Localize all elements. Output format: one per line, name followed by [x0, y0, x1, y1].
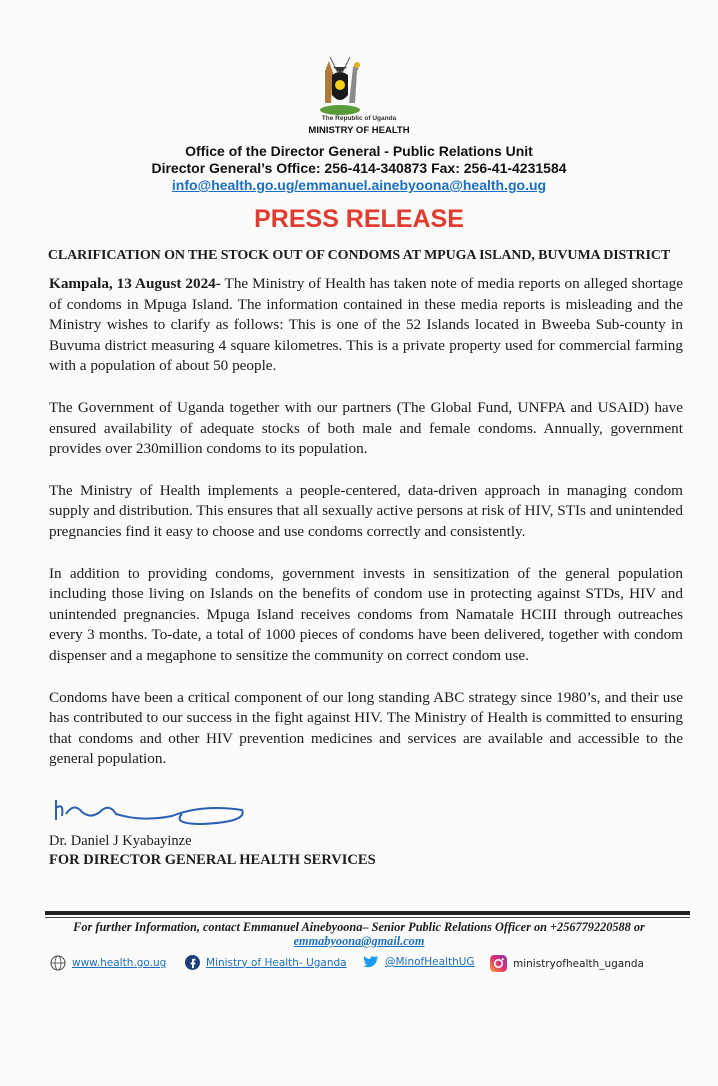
press-body [49, 274, 683, 791]
website-link[interactable]: www.health.go.ug [50, 955, 166, 971]
office-header [0, 143, 718, 194]
ministry-label: MINISTRY OF HEALTH [308, 125, 410, 136]
instagram-icon [490, 955, 507, 972]
paragraph-4: In addition to providing condoms, government invests in sensitization of the general population including those living on Islands on the benefits of condom use in protecting against STDs, HIV and unintended pregnancies. Mpuga Island receives condoms from Namatale HCIII through outreaches every 3 months. To-date, a total of 1000 pieces of condoms have been delivered, together with condom dispenser and a megaphone to sensitize the community on correct condom use. [49, 564, 683, 664]
twitter-icon [363, 955, 379, 969]
paragraph-1: Kampala, 13 August 2024- The Ministry of Health has taken note of media reports on alleged shortage of condoms in Mpuga Island. The information contained in these media reports is misleading and the Ministry wishes to clarify as follows: This is one of the 52 Islands located in Bweeba Sub-county in Buvuma district measuring 4 square kilometres. This is a private property used for commercial farming with a population of about 50 people. [49, 275, 683, 375]
signatory-name: Dr. Daniel J Kyabayinze [49, 833, 192, 849]
further-info: For further Information, contact Emmanuel Ainebyoona– Senior Public Relations Officer on +256779220588 or emmabyoona@gmail.com [0, 920, 718, 948]
office-line: Office of the Director General - Public Relations Unit [185, 143, 533, 159]
coat-of-arms-icon [313, 53, 367, 117]
globe-icon [50, 955, 66, 971]
twitter-link[interactable]: @MinofHealthUG [363, 955, 475, 969]
signature-icon [52, 794, 252, 830]
republic-label: The Republic of Uganda [321, 115, 397, 122]
footer-divider [45, 911, 690, 915]
signatory-title: FOR DIRECTOR GENERAL HEALTH SERVICES [49, 852, 376, 868]
facebook-link[interactable]: Ministry of Health- Uganda [185, 955, 347, 970]
facebook-icon [185, 955, 200, 970]
instagram-link[interactable]: ministryofhealth_uganda [490, 955, 644, 972]
page-title: PRESS RELEASE [254, 205, 464, 233]
dateline: Kampala, 13 August 2024- [49, 275, 221, 292]
email-link[interactable]: info@health.go.ug/emmanuel.ainebyoona@health.go.ug [171, 177, 547, 193]
paragraph-2: The Government of Uganda together with our partners (The Global Fund, UNFPA and USAID) have ensured availability of adequate stocks of both male and female condoms. Annually, government provides over 230million condoms to its population. [49, 398, 683, 458]
contact-email-link[interactable]: emmabyoona@gmail.com [293, 934, 425, 948]
contact-line: Director General’s Office: 256-414-340873 Fax: 256-41-4231584 [151, 160, 567, 176]
subject-heading: CLARIFICATION ON THE STOCK OUT OF CONDOMS AT MPUGA ISLAND, BUVUMA DISTRICT [47, 248, 671, 263]
paragraph-3: The Ministry of Health implements a people-centered, data-driven approach in managing condom supply and distribution. This ensures that all sexually active persons at risk of HIV, STIs and unintended pregnancies find it easy to choose and use condoms correctly and consistently. [49, 481, 683, 540]
footer-divider-thin [45, 917, 690, 918]
paragraph-5: Condoms have been a critical component of our long standing ABC strategy since 1980’s, and their use has contributed to our success in the fight against HIV. The Ministry of Health is committed to ensuring that condoms and other HIV prevention medicines and services are available and accessible to the general population. [49, 688, 683, 768]
